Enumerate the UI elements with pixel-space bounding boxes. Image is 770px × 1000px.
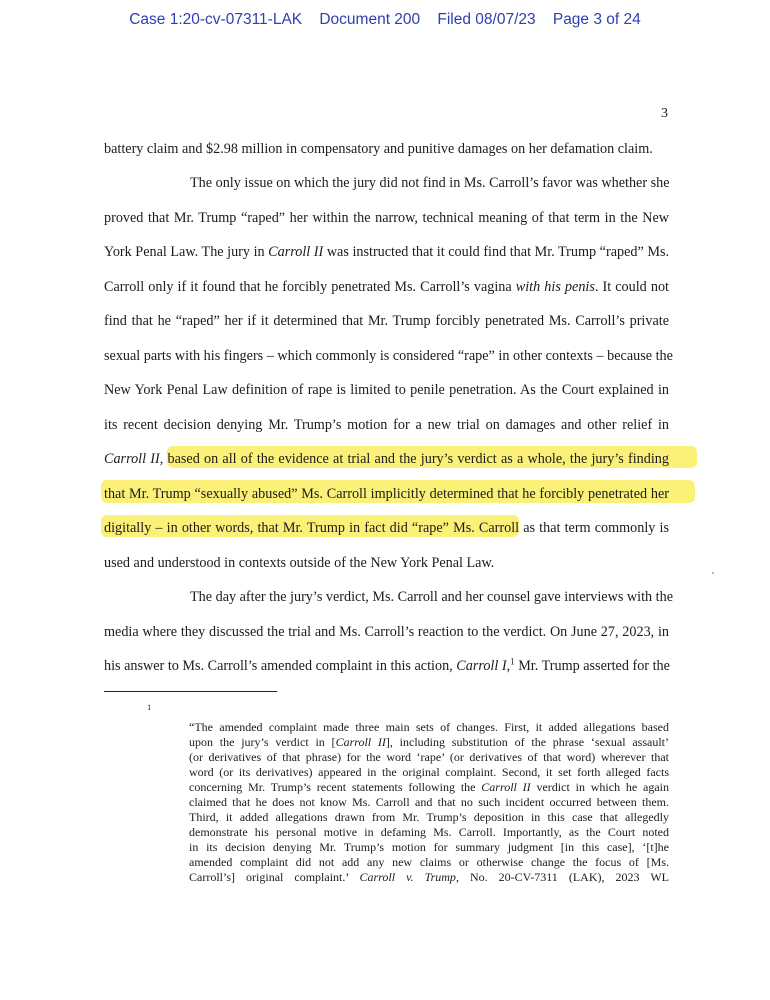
body-line-6: find that he “raped” her if it determined that Mr. Trump forcibly penetrated Ms. Carroll’s private xyxy=(104,313,669,329)
body-line-5: Carroll only if it found that he forcibly penetrated Ms. Carroll’s vagina with his penis. It could not xyxy=(104,279,669,295)
footnote-line-10: amended complaint did not add any new claims or otherwise change the focus of [Ms. xyxy=(189,855,669,869)
footnote-line-7: Third, it added allegations drawn from Mr. Trump’s deposition in this case that allegedly xyxy=(189,810,669,824)
page-number: 3 xyxy=(661,106,668,121)
body-line-10: Carroll II, based on all of the evidence at trial and the jury’s verdict as a whole, the jury’s finding xyxy=(104,451,669,467)
body-line-14: The day after the jury’s verdict, Ms. Carroll and her counsel gave interviews with the xyxy=(190,589,674,605)
footnote-line-4: word (or its derivatives) appeared in the original complaint. Second, it set forth alleged facts xyxy=(189,765,669,779)
body-line-16: his answer to Ms. Carroll’s amended complaint in this action, Carroll I,$^1$ Mr. Trump asserted for the xyxy=(104,656,670,674)
body-line-8: New York Penal Law definition of rape is limited to penile penetration. As the Court explained in xyxy=(104,382,669,398)
footnote-reference[interactable]: 1 xyxy=(510,656,515,667)
body-line-4: York Penal Law. The jury in Carroll II was instructed that it could find that Mr. Trump “raped” Ms. xyxy=(104,244,670,260)
body-line-9: its recent decision denying Mr. Trump’s motion for a new trial on damages and other relief in xyxy=(104,417,669,433)
body-line-7: sexual parts with his fingers – which commonly is considered “rape” in other contexts – because the xyxy=(104,348,673,364)
body-line-12: digitally – in other words, that Mr. Trump in fact did “rape” Ms. Carroll as that term commonly is xyxy=(104,520,669,536)
body-line-13: used and understood in contexts outside of the New York Penal Law. xyxy=(104,555,495,571)
case-header: Case 1:20-cv-07311-LAK Document 200 Filed 08/07/23 Page 3 of 24 xyxy=(129,11,641,28)
footnote-line-3: (or derivatives of that phrase) for the word ‘rape’ (or derivatives of that word) wherever that xyxy=(189,750,669,764)
scan-speck xyxy=(712,572,714,574)
footnote-line-11: Carroll’s] original complaint.’ Carroll v. Trump, No. 20-CV-7311 (LAK), 2023 WL xyxy=(189,870,669,884)
body-line-2: The only issue on which the jury did not find in Ms. Carroll’s favor was whether she xyxy=(190,175,670,191)
footnote-separator xyxy=(104,691,277,692)
body-line-3: proved that Mr. Trump “raped” her within the narrow, technical meaning of that term in the New xyxy=(104,210,669,226)
footnote-line-2: upon the jury’s verdict in [Carroll II], including substitution of the phrase ‘sexual assault’ xyxy=(189,735,670,749)
body-line-1: battery claim and $2.98 million in compensatory and punitive damages on her defamation claim. xyxy=(104,141,653,157)
footnote-line-1: “The amended complaint made three main sets of changes. First, it added allegations based xyxy=(189,720,669,734)
footnote-line-6: claimed that he does not know Ms. Carroll and that no such incident occurred between them. xyxy=(189,795,669,809)
footnote-line-9: in its decision denying Mr. Trump’s motion for summary judgment [in this case], ‘[t]he xyxy=(189,840,669,854)
body-line-11: that Mr. Trump “sexually abused” Ms. Carroll implicitly determined that he forcibly penetrated her xyxy=(104,486,669,502)
footnote-line-8: demonstrate his personal motive in defaming Ms. Carroll. Importantly, as the Court noted xyxy=(189,825,669,839)
body-line-15: media where they discussed the trial and Ms. Carroll’s reaction to the verdict. On June 27, 2023, in xyxy=(104,624,669,640)
footnote-line-5: concerning Mr. Trump’s recent statements following the Carroll II verdict in which he again xyxy=(189,780,670,794)
footnote-marker: 1 xyxy=(147,702,152,712)
